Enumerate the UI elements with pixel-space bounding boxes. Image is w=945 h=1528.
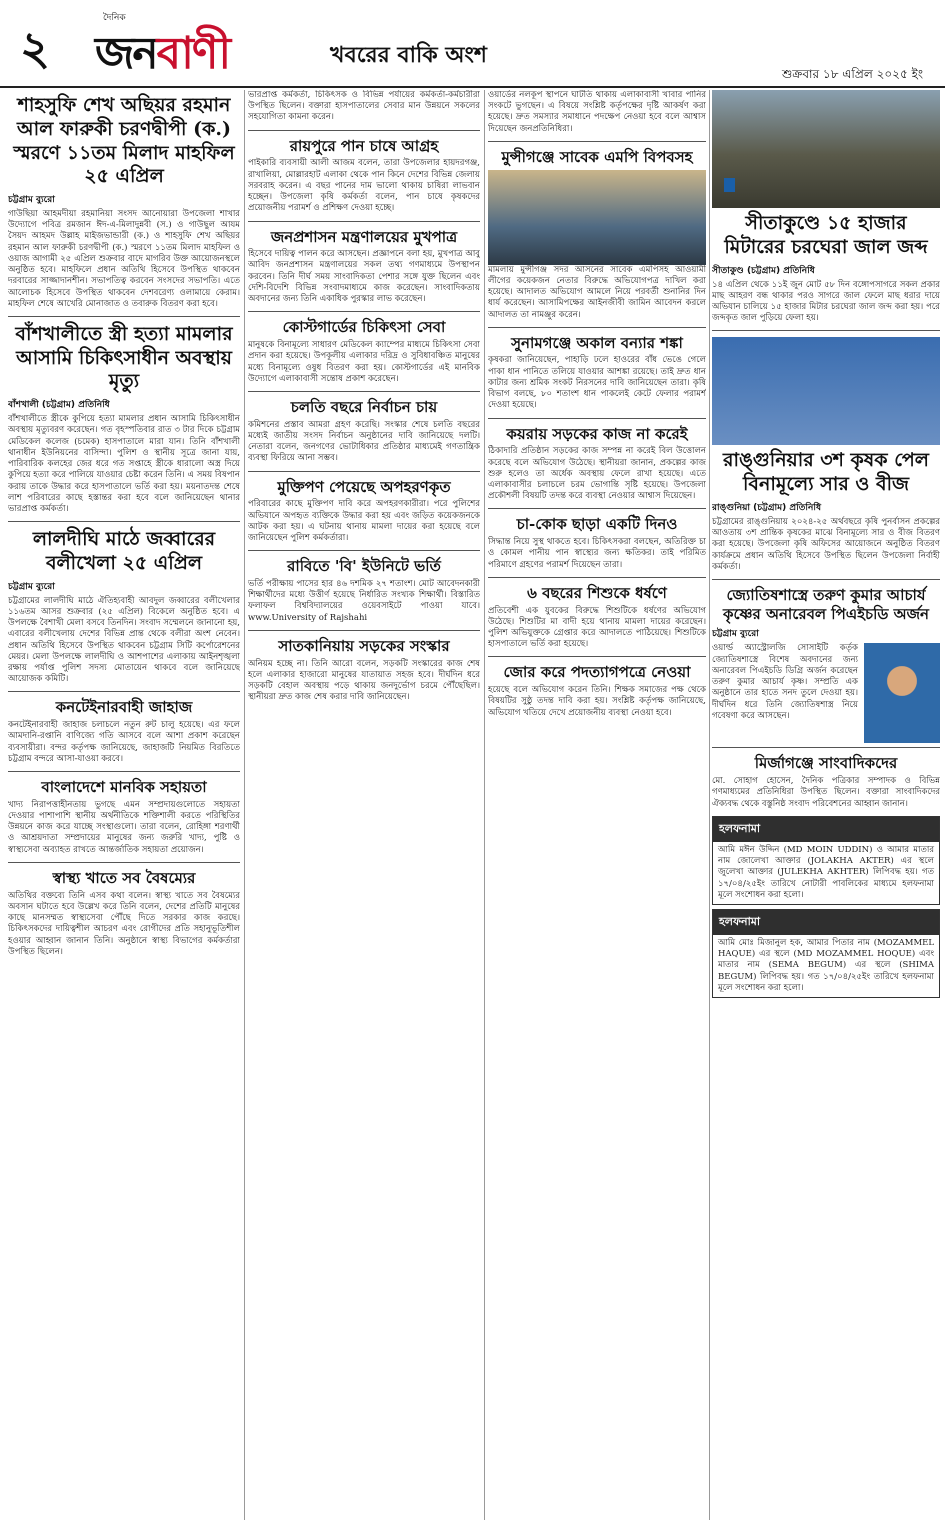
article-headline: কয়রায় সড়কের কাজ না করেই xyxy=(506,424,688,443)
article-body: হয়েছে বলে অভিযোগ করেন তিনি। শিক্ষক সমাজের পক্ষ থেকে বিষয়টির সুষ্ঠু তদন্ত দাবি করা হয়। সংশ্লিষ্ট কর্তৃপক্ষ জানিয়েছে, অভিযোগ খতিয়ে দেখে প্রয়োজনীয় ব্যবস্থা নেওয়া হবে। xyxy=(488,685,706,718)
article-body: মানুষকে বিনামূল্যে সাধারণ মেডিকেল ক্যাম্পের মাধ্যমে চিকিৎসা সেবা প্রদান করা হয়েছে। উপকূলীয় এলাকার দরিদ্র ও সুবিধাবঞ্চিত মানুষের মধ্যে বিনামূল্যে ওষুধ বিতরণ করা হয়। কোস্টগার্ডের এই মানবিক উদ্যোগে এলাকাবাসী সন্তোষ প্রকাশ করেছেন। xyxy=(248,340,480,384)
article-headline: বাংলাদেশে মানবিক সহায়তা xyxy=(41,778,207,797)
column-4 xyxy=(712,90,940,1525)
article xyxy=(8,94,240,310)
article-headline: মুক্তিপণ পেয়েছে অপহরণকৃত xyxy=(277,477,451,496)
divider xyxy=(248,471,480,472)
article-byline: রাঙ্গুনিয়া (চট্টগ্রাম) প্রতিনিধি xyxy=(712,502,821,513)
notice-body: আমি মোঃ মিজানুল হক, আমার পিতার নাম (MOZAMMEL HAQUE) এর স্থলে (MD MOZAMMEL HOQUE) এবং মাতার নাম (SEMA BEGUM) এর স্থলে (SHIMA BEGUM) লিপিবদ্ধ হয়। গত ১৭/০৪/২৫ইং তারিখে হলফনামা মূলে সংশোধন করা হলো। xyxy=(718,937,934,993)
column-1 xyxy=(8,90,240,1525)
section-title: খবরের বাকি অংশ xyxy=(330,42,487,68)
article-body: ওয়ার্ল্ড অ্যাস্ট্রোলজি সোসাইটি কর্তৃক জ্যোতিষশাস্ত্রে বিশেষ অবদানের জন্য অনারেবল পিএইচডি ডিগ্রি অর্জন করেছেন তরুণ কুমার আচার্য কৃষ্ণ। সম্প্রতি এক অনুষ্ঠানে তার হাতে সনদ তুলে দেওয়া হয়। দীর্ঘদিন ধরে তিনি জ্যোতিষশাস্ত্র নিয়ে গবেষণা করে আসছেন। xyxy=(712,643,858,721)
logo-part-a: জন xyxy=(95,28,157,79)
daily-label: দৈনিক xyxy=(103,13,126,23)
article-headline: লালদীঘি মাঠে জব্বারের বলীখেলা ২৫ এপ্রিল xyxy=(32,528,216,574)
article-headline: সুনামগঞ্জে অকাল বন্যার শঙ্কা xyxy=(511,333,683,352)
article-body: কনটেইনারবাহী জাহাজ চলাচলে নতুন রুট চালু হয়েছে। এর ফলে আমদানি-রপ্তানি বাণিজ্যে গতি আসবে বলে আশা প্রকাশ করেছেন ব্যবসায়ীরা। বন্দর কর্তৃপক্ষ জানিয়েছে, জাহাজটি নিয়মিত বিরতিতে চট্টগ্রাম বন্দরে আসা-যাওয়া করবে। xyxy=(8,720,240,764)
news-photo xyxy=(712,337,940,445)
article-headline: কনটেইনারবাহী জাহাজ xyxy=(55,698,193,717)
divider xyxy=(248,311,480,312)
affidavit-notice xyxy=(712,909,940,998)
news-photo xyxy=(712,90,940,208)
divider xyxy=(248,630,480,631)
article xyxy=(8,528,240,685)
article-headline: জোর করে পদত্যাগপত্রে নেওয়া xyxy=(503,663,691,682)
article-byline: চট্টগ্রাম ব্যুরো xyxy=(8,581,55,592)
article-headline: জ্যোতিষশাস্ত্রে তরুণ কুমার আচার্য কৃষ্ণের অনারেবল পিএইচডি অর্জন xyxy=(722,585,930,623)
divider xyxy=(8,771,240,772)
column-2 xyxy=(248,90,480,1525)
divider xyxy=(248,221,480,222)
article-headline: মুন্সীগঞ্জে সাবেক এমপি বিপবসহ xyxy=(501,147,693,166)
article-body: কৃষকরা জানিয়েছেন, পাহাড়ি ঢলে হাওরের বাঁধ ভেঙে গেলে পাকা ধান পানিতে তলিয়ে যাওয়ার আশঙ্কা রয়েছে। তাই দ্রুত ধান কাটার জন্য শ্রমিক সংকট নিরসনের দাবি জানিয়েছেন তারা। কৃষি বিভাগ বলছে, ৮০ শতাংশ ধান পাকলেই কেটে ফেলার পরামর্শ দেওয়া হয়েছে। xyxy=(488,355,706,411)
divider xyxy=(488,327,706,328)
masthead xyxy=(0,0,945,88)
article xyxy=(8,778,240,856)
article-headline: সাতকানিয়ায় সড়কের সংস্কার xyxy=(278,636,450,655)
article-headline: স্বাস্থ্য খাতে সব বৈষম্যের xyxy=(52,868,196,887)
divider xyxy=(488,508,706,509)
divider xyxy=(248,130,480,131)
logo-part-b: বাণী xyxy=(156,28,230,79)
divider xyxy=(712,330,940,331)
divider xyxy=(8,862,240,863)
article-headline: বাঁশখালীতে স্ত্রী হত্যা মামলার আসামি চিকিৎসাধীন অবস্থায় মৃত্যু xyxy=(15,322,233,393)
divider xyxy=(8,316,240,317)
article-body: ১৪ এপ্রিল থেকে ১১ই জুন মোট ৫৮ দিন বঙ্গোপসাগরে সকল প্রকার মাছ আহরণ বন্ধ থাকার পরও সাগরে জাল ফেলে মাছ ধরার দায়ে অভিযান চালিয়ে ১৫ হাজার মিটার চরঘেরা জাল জব্দ করা হয়। পরে জব্দকৃত জাল পুড়িয়ে ফেলা হয়। xyxy=(712,279,940,324)
article-body: হিসেবে দায়িত্ব পালন করে আসছেন। প্রজ্ঞাপনে বলা হয়, মুখপাত্র আবু আবিদ জনপ্রশাসন মন্ত্রণালয়ের সকল তথ্য গণমাধ্যমে উপস্থাপন করবেন। তিনি দীর্ঘ সময় সাংবাদিকতা পেশার সঙ্গে যুক্ত ছিলেন এবং দেশি-বিদেশি বিভিন্ন সংবাদমাধ্যমে কাজ করেছেন। সাংবাদিকতায় অবদানের জন্য তিনি একাধিক পুরস্কার লাভ করেছেন। xyxy=(248,249,480,305)
divider xyxy=(712,579,940,580)
page-number: ২ xyxy=(20,21,50,75)
article-body: গাউছিয়া আহমদীয়া রহমানিয়া সংসদ আনোয়ারা উপজেলা শাখার উদ্যোগে পবিত্র রমজান ঈদ-এ-মিলাদুন্নবী (স.) ও গাউছুল আযম সৈয়দ আহমদ উল্লাহ মাইজভান্ডারী (ক.) ও শাহসুফি শেখ অছিয়র রহমান আল ফারুকী চরণদ্বীপী (ক.) স্মরণে ১১তম মিলাদ মাহফিল ও ওয়াজ আগামী ২৫ এপ্রিল শুক্রবার বাদে মাগরিব উক্ত আয়োজনস্থলে অনুষ্ঠিত হবে। মাহফিলে প্রধান অতিথি হিসেবে উপস্থিত থাকবেন দরবারের সাজ্জাদানশীন। সভাপতিত্ব করবেন সংসদের সভাপতি। এতে আলোচক হিসেবে উপস্থিত থাকবেন দেশবরেণ্য ওলামায়ে কেরাম। মাহফিল শেষে আখেরি মোনাজাত ও তবারুক বিতরণ করা হবে। xyxy=(8,209,240,309)
article-byline: সীতাকুণ্ড (চট্টগ্রাম) প্রতিনিধি xyxy=(712,265,815,276)
article-headline: সীতাকুণ্ডে ১৫ হাজার মিটারের চরঘেরা জাল জব্দ xyxy=(724,212,928,258)
article-body: সিদ্ধান্ত নিয়ে সুস্থ থাকতে হবে। চিকিৎসকরা বলছেন, অতিরিক্ত চা ও কোমল পানীয় পান স্বাস্থ্যের জন্য ক্ষতিকর। তাই পরিমিত পরিমাণে গ্রহণের পরামর্শ দিয়েছেন তারা। xyxy=(488,537,706,570)
article-body: ঠিকাদারি প্রতিষ্ঠান সড়কের কাজ সম্পন্ন না করেই বিল উত্তোলন করেছে বলে অভিযোগ উঠেছে। স্থানীয়রা জানান, প্রকল্পের কাজ শুরু হলেও তা অর্ধেক অবস্থায় ফেলে রাখা হয়েছে। এতে এলাকাবাসীর চলাচলে চরম ভোগান্তি সৃষ্টি হয়েছে। উপজেলা প্রকৌশলী বিষয়টি তদন্ত করে ব্যবস্থা নেওয়ার আশ্বাস দিয়েছেন। xyxy=(488,446,706,502)
article-body: খাদ্য নিরাপত্তাহীনতায় ভুগছে এমন সম্প্রদায়গুলোতে সহায়তা দেওয়ার পাশাপাশি স্থানীয় অর্থনীতিকে শক্তিশালী করতে পরিস্থিতির উন্নয়নে কাজ করে যাচ্ছে সংস্থাগুলো। তারা বলেন, রোহিঙ্গা শরণার্থী ও আশ্রয়দাতা সম্প্রদায়ের মানুষের জন্য জরুরি খাদ্য, পুষ্টি ও স্বাস্থ্যসেবা অব্যাহত রাখতে আন্তর্জাতিক সহায়তা প্রয়োজন। xyxy=(8,799,240,855)
photo-banner xyxy=(724,178,735,192)
article-body: ভর্তি পরীক্ষায় পাসের হার ৪৬ দশমিক ২৭ শতাংশ। মোট আবেদনকারী শিক্ষার্থীদের মধ্যে উত্তীর্ণ হয়েছে নির্ধারিত সংখ্যক শিক্ষার্থী। বিস্তারিত ফলাফল বিশ্ববিদ্যালয়ের ওয়েবসাইটে পাওয়া যাবে। www.University of Rajshahi xyxy=(248,578,480,623)
article-headline: জনপ্রশাসন মন্ত্রণালয়ের মুখপাত্র xyxy=(270,227,458,246)
article-headline: কোস্টগার্ডের চিকিৎসা সেবা xyxy=(282,318,446,337)
article xyxy=(8,323,240,515)
article-headline: চা-কোক ছাড়া একটি দিনও xyxy=(516,515,678,534)
article-body: পরিবারের কাছে মুক্তিপণ দাবি করে অপহরণকারীরা। পরে পুলিশের অভিযানে অপহৃত ব্যক্তিকে উদ্ধার করা হয় এবং জড়িত কয়েকজনকে আটক করা হয়। এ ঘটনায় থানায় মামলা দায়ের করা হয়েছে বলে জানিয়েছেন পুলিশ কর্মকর্তারা। xyxy=(248,499,480,543)
article-body: কমিশনের প্রস্তাব আমরা গ্রহণ করেছি। সংস্কার শেষে চলতি বছরের মধ্যেই জাতীয় সংসদ নির্বাচন অনুষ্ঠানের দাবি জানিয়েছে দলটি। নেতারা বলেন, জনগণের ভোটাধিকার প্রতিষ্ঠার মাধ্যমেই গণতান্ত্রিক ব্যবস্থা ফিরিয়ে আনা সম্ভব। xyxy=(248,419,480,464)
article-byline: বাঁশখালী (চট্টগ্রাম) প্রতিনিধি xyxy=(8,400,110,411)
notice-body: আমি মঈন উদ্দিন (MD MOIN UDDIN) ও আমার মাতার নাম জোলেখা আক্তার (JOLAKHA AKTER) এর স্থলে জুলেখা আক্তার (JULEKHA AKHTER) লিপিবদ্ধ হয়। গত ১৭/০৪/২৫ইং তারিখে নোটারী পাবলিকের মাধ্যমে হলফনামা মূলে সংশোধন করা হলো। xyxy=(718,844,934,900)
article-body: মামলায় মুন্সীগঞ্জ সদর আসনের সাবেক এমপিসহ আওয়ামী লীগের কয়েকজন নেতার বিরুদ্ধে অভিযোগপত্র দাখিল করা হয়েছে। আদালত অভিযোগ আমলে নিয়ে পরবর্তী শুনানির দিন ধার্য করেছেন। আসামিপক্ষের আইনজীবী জামিন আবেদন করলে আদালত তা নামঞ্জুর করেন। xyxy=(488,264,706,320)
affidavit-notice xyxy=(712,816,940,905)
column-divider xyxy=(244,90,245,1520)
portrait-photo xyxy=(864,643,940,743)
article-byline: চট্টগ্রাম ব্যুরো xyxy=(712,629,759,640)
article-headline: চলতি বছরে নির্বাচন চায় xyxy=(290,397,438,416)
divider xyxy=(488,418,706,419)
divider xyxy=(8,521,240,522)
column-3 xyxy=(488,90,706,1525)
article-body: চট্টগ্রামের রাঙ্গুনিয়ায় ২০২৪-২৫ অর্থবছরে কৃষি পুনর্বাসন প্রকল্পের আওতায় ৩শ প্রান্তিক কৃষকের মাঝে বিনামূল্যে সার ও বীজ বিতরণ করা হয়েছে। উপজেলা কৃষি অফিসের আয়োজনে অনুষ্ঠিত বিতরণ কার্যক্রমে প্রধান অতিথি হিসেবে উপস্থিত ছিলেন উপজেলা নির্বাহী কর্মকর্তা। xyxy=(712,516,940,572)
article xyxy=(8,698,240,765)
article xyxy=(8,869,240,958)
article-body: মো. সোহাগ হোসেন, দৈনিক পত্রিকার সম্পাদক ও বিভিন্ন গণমাধ্যমের প্রতিনিধিরা উপস্থিত ছিলেন। বক্তারা সাংবাদিকদের ঐক্যবদ্ধ থেকে বস্তুনিষ্ঠ সংবাদ পরিবেশনের আহ্বান জানান। xyxy=(712,776,940,809)
notice-title: হলফনামা xyxy=(713,910,939,935)
notice-title: হলফনামা xyxy=(713,817,939,842)
divider xyxy=(488,577,706,578)
divider xyxy=(488,656,706,657)
divider xyxy=(8,691,240,692)
news-photo xyxy=(488,170,706,265)
article-headline: মির্জাগঞ্জে সাংবাদিকদের xyxy=(754,754,898,773)
article-body: বাঁশখালীতে স্ত্রীকে কুপিয়ে হত্যা মামলার প্রধান আসামি চিকিৎসাধীন অবস্থায় মৃত্যুবরণ করেছেন। গত বৃহস্পতিবার রাত ৩ টার দিকে চট্টগ্রাম মেডিকেল কলেজ (চমেক) হাসপাতালে মারা যান। তিনি বাঁশখালী থানাধীন ইউনিয়নের বাসিন্দা। পুলিশ ও স্থানীয় সূত্রে জানা যায়, পারিবারিক কলহের জের ধরে গত সপ্তাহে স্ত্রীকে ধারালো অস্ত্র দিয়ে কুপিয়ে হত্যা করে পালিয়ে যাওয়ার চেষ্টা করেন তিনি। এ সময় বিষপান করায় তাকে উদ্ধার করে হাসপাতালে ভর্তি করা হয়। ময়নাতদন্ত শেষে লাশ পরিবারের কাছে হস্তান্তর করা হবে বলে জানিয়েছেন থানার ভারপ্রাপ্ত কর্মকর্তা। xyxy=(8,414,240,514)
article-headline: রায়পুরে পান চাষে আগ্রহ xyxy=(289,136,439,155)
article-headline: রাঙ্গুনিয়ার ৩শ কৃষক পেল বিনামূল্যে সার ও বীজ xyxy=(723,449,929,496)
column-divider xyxy=(484,90,485,1520)
article-body: ভারপ্রাপ্ত কর্মকর্তা, চিকিৎসক ও বিভিন্ন পর্যায়ের কর্মকর্তা-কর্মচারীরা উপস্থিত ছিলেন। বক্তারা হাসপাতালের সেবার মান উন্নয়নে সকলের সহযোগিতা কামনা করেন। xyxy=(248,90,480,123)
article-body: পাইকারি ব্যবসায়ী আলী আজম বলেন, তারা উপজেলার হায়দরগঞ্জ, রাখালিয়া, মোল্লারহাট এলাকা থেকে পান কিনে দেশের বিভিন্ন জেলায় সরবরাহ করেন। এ বছর পানের দাম ভালো থাকায় চাষিরা লাভবান হচ্ছেন। উপজেলা কৃষি কর্মকর্তা বলেন, পান চাষে কৃষকদের প্রয়োজনীয় পরামর্শ ও প্রশিক্ষণ দেওয়া হচ্ছে। xyxy=(248,158,480,214)
article-body: ওয়ার্ডের নলকূপ স্থাপনে ঘাটতি থাকায় এলাকাবাসী খাবার পানির সংকটে ভুগছেন। এ বিষয়ে সংশ্লিষ্ট কর্তৃপক্ষের দৃষ্টি আকর্ষণ করা হয়েছে। দ্রুত সমস্যার সমাধানে পদক্ষেপ নেওয়া হবে বলে আশ্বাস দিয়েছেন জনপ্রতিনিধিরা। xyxy=(488,90,706,134)
column-divider xyxy=(709,90,710,1520)
article-body: প্রতিবেশী এক যুবকের বিরুদ্ধে শিশুটিকে ধর্ষণের অভিযোগ উঠেছে। শিশুটির মা বাদী হয়ে থানায় মামলা দায়ের করেছেন। পুলিশ অভিযুক্তকে গ্রেপ্তার করে আদালতে পাঠিয়েছে। শিশুটিকে হাসপাতালে ভর্তি করা হয়েছে। xyxy=(488,605,706,650)
article-body: অতিথির বক্তব্যে তিনি এসব কথা বলেন। স্বাস্থ্য খাতে সব বৈষম্যের অবসান ঘটাতে হবে উল্লেখ করে তিনি বলেন, দেশের প্রতিটি মানুষের কাছে মানসম্মত স্বাস্থ্যসেবা পৌঁছে দিতে সরকার কাজ করছে। চিকিৎসকদের দায়িত্বশীল আচরণ এবং রোগীদের প্রতি সহানুভূতিশীল হওয়ার আহ্বান জানান তিনি। অনুষ্ঠানে স্বাস্থ্য বিভাগের কর্মকর্তারা উপস্থিত ছিলেন। xyxy=(8,890,240,957)
divider xyxy=(712,747,940,748)
newspaper-logo xyxy=(95,20,229,93)
article-headline: শাহসুফি শেখ অছিয়র রহমান আল ফারুকী চরণদ্বীপী (ক.) স্মরণে ১১তম মিলাদ মাহফিল ২৫ এপ্রিল xyxy=(13,94,235,188)
issue-date: শুক্রবার ১৮ এপ্রিল ২০২৫ ইং xyxy=(781,67,923,81)
article-headline: ৬ বছরের শিশুকে ধর্ষণে xyxy=(527,583,667,602)
divider xyxy=(248,550,480,551)
divider xyxy=(488,141,706,142)
article-headline: রাবিতে 'বি' ইউনিটে ভর্তি xyxy=(287,557,441,576)
article-body: চট্টগ্রামের লালদীঘি মাঠে ঐতিহ্যবাহী আবদুল জব্বারের বলীখেলার ১১৬তম আসর শুক্রবার (২৫ এপ্রিল) বিকেলে অনুষ্ঠিত হবে। এ উপলক্ষে বৈশাখী মেলা বসবে তিনদিন। সংবাদ সম্মেলনে জানানো হয়, এবারের বলীখেলায় দেশের বিভিন্ন প্রান্ত থেকে বলীরা অংশ নেবেন। প্রধান অতিথি হিসেবে উপস্থিত থাকবেন চট্টগ্রাম সিটি কর্পোরেশনের মেয়র। মেলা উপলক্ষে লালদীঘি ও আশপাশের এলাকায় আইনশৃঙ্খলা রক্ষায় পর্যাপ্ত পুলিশ সদস্য মোতায়েন থাকবে বলে জানিয়েছে আয়োজক কমিটি। xyxy=(8,595,240,685)
divider xyxy=(248,391,480,392)
article-byline: চট্টগ্রাম ব্যুরো xyxy=(8,195,55,205)
article-body: অনিয়ম হচ্ছে না। তিনি আরো বলেন, সড়কটি সংস্কারের কাজ শেষ হলে এলাকার হাজারো মানুষের যাতায়াত সহজ হবে। দীর্ঘদিন ধরে সড়কটি বেহাল অবস্থায় পড়ে থাকায় জনদুর্ভোগ চরমে পৌঁছেছিল। স্থানীয়রা দ্রুত কাজ শেষ করার দাবি জানিয়েছেন। xyxy=(248,658,480,703)
